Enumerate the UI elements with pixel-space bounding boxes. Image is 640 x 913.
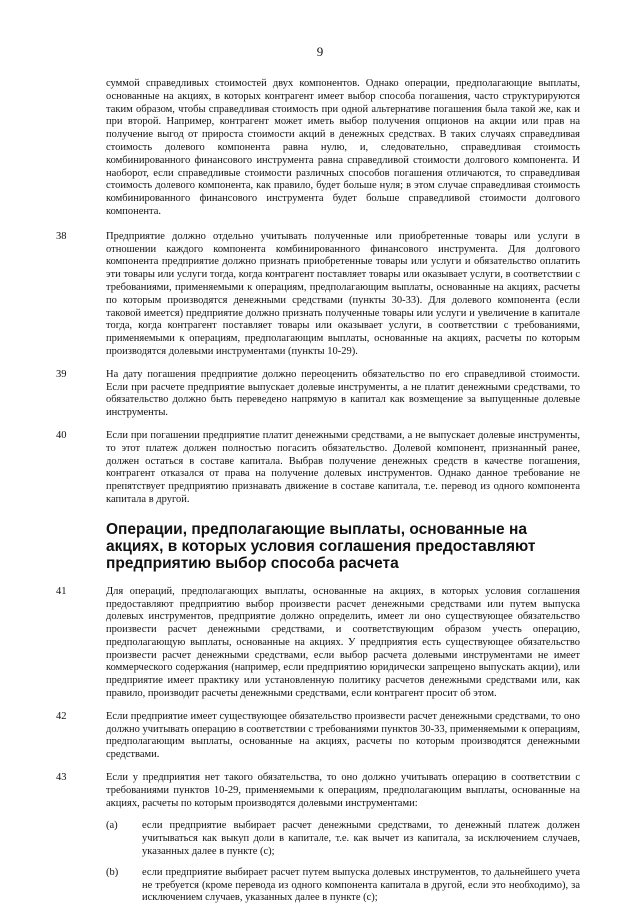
subitem-text: если предприятие выбирает расчет путем выпуска долевых инструментов, то дальнейшего учета не требуется (кроме перевода из одного компонента капитала в другой, если это необходимо), за исключением случаев, указанных далее в пункте (с);	[142, 866, 580, 904]
paragraph-number: 38	[56, 230, 67, 242]
paragraph-text: Для операций, предполагающих выплаты, основанные на акциях, в которых условия соглашения предоставляют предприятию выбор произвести расчет денежными средствами или путем выпуска долевых инструментов, предприятие должно определить, имеет ли оно существующее обязательство произвести расчет денежными средствами, и соответствующим образом учесть операцию, предполагающую выплаты, основанные на акциях. У предприятия есть существующее обязательство произвести расчет денежными средствами, если выбор расчета долевыми инструментами не имеет коммерческого содержания (например, если предприятию юридически запрещено выпускать акции), или предприятие имеет практику или установленную политику расчетов денежными средствами или, как правило, производит расчеты денежными средствами, если контрагент просит об этом.	[106, 585, 580, 700]
paragraph-text: Если при погашении предприятие платит денежными средствами, а не выпускает долевые инструменты, то этот платеж должен полностью погасить обязательство. Долевой компонент, признанный ранее, должен остаться в составе капитала. Выбрав получение денежных средств в качестве погашения, контрагент отказался от права на получение долевых инструментов. Однако данное требование не препятствует предприятию признавать движение в составе капитала, т.е. перевод из одного компонента капитала в другой.	[106, 429, 580, 505]
paragraph-43	[56, 772, 580, 810]
paragraph-text: Если у предприятия нет такого обязательства, то оно должно учитывать операцию в соответствии с требованиями пунктов 10-29, применяемыми к операциям, предполагающим выплаты, основанные на акциях, расчеты по которым производятся долевыми инструментами:	[106, 772, 580, 809]
document-body	[56, 78, 580, 913]
paragraph-39	[56, 369, 580, 420]
paragraph-42	[56, 711, 580, 762]
subitem-a	[106, 820, 580, 858]
paragraph-number: 39	[56, 368, 67, 380]
paragraph-41	[56, 586, 580, 701]
subitem-text: если предприятие выбирает расчет денежными средствами, то денежный платеж должен учитываться как выкуп доли в капитале, т.е. как вычет из капитала, за исключением случаев, указанных далее в пункте (с);	[142, 820, 580, 858]
subitem-b	[106, 867, 580, 905]
paragraph-number: 42	[56, 710, 67, 722]
paragraph-text: Предприятие должно отдельно учитывать полученные или приобретенные товары или услуги в отношении каждого компонента комбинированного финансового инструмента. Для долгового компонента предприятие должно признать приобретенные товары или услуги и обязательство оплатить эти товары или услуги тогда, когда контрагент поставляет товары или оказывает услуги, в соответствии с требованиями, применяемыми к операциям, предполагающим выплаты, основанные на акциях, расчеты по которым производятся денежными средствами (пункты 30-33). Для долевого компонента (если таковой имеется) предприятие должно признать полученные товары или услуги и увеличение в капитале тогда, когда контрагент поставляет товары или оказывает услуги, в соответствии с требованиями, применяемыми к операциям, предполагающим выплаты, основанные на акциях, расчеты по которым производятся долевыми инструментами (пункты 10-29).	[106, 230, 580, 357]
subitem-letter: (b)	[106, 866, 119, 878]
page-number: 9	[316, 44, 324, 59]
section-heading: Операции, предполагающие выплаты, основанные на акциях, в которых условия соглашения предоставляют предприятию выбор способа расчета	[106, 520, 536, 572]
paragraph-38	[56, 231, 580, 359]
subitem-letter: (a)	[106, 820, 118, 832]
paragraph-number: 41	[56, 585, 67, 597]
paragraph-number: 40	[56, 429, 67, 441]
paragraph-text: Если предприятие имеет существующее обязательство произвести расчет денежными средствами, то оно должно учитывать операцию в соответствии с требованиями пунктов 30-33, применяемыми к операциям, предполагающим выплаты, основанные на акциях, расчеты по которым производятся денежными средствами.	[106, 710, 580, 761]
paragraph-text: На дату погашения предприятие должно переоценить обязательство по его справедливой стоимости. Если при расчете предприятие выпускает долевые инструменты, а не платит денежными средствами, то обязательство должно быть переведено напрямую в капитал как возмещение за выпущенные долевые инструменты.	[106, 368, 580, 419]
continuation-paragraph: суммой справедливых стоимостей двух компонентов. Однако операции, предполагающие выплаты, основанные на акциях, в которых контрагент имеет выбор способа погашения, часто структурируются таким образом, чтобы справедливая стоимость при одной альтернативе погашения была такой же, как и при второй. Например, контрагент может иметь выбор получения опционов на акции или прав на получение выгод от прироста стоимости акций в денежных средствах. В таких случаях справедливая стоимость долевого компонента равна нулю, и, следовательно, справедливая стоимость комбинированного финансового инструмента равна справедливой стоимости долгового компонента. И наоборот, если справедливые стоимости различных способов погашения отличаются, то справедливая стоимость долевого компонента, как правило, будет больше нуля; в этом случае справедливая стоимость комбинированного финансового инструмента будет больше справедливой стоимости долгового компонента.	[106, 78, 580, 217]
paragraph-40	[56, 430, 580, 507]
paragraph-number: 43	[56, 772, 67, 784]
